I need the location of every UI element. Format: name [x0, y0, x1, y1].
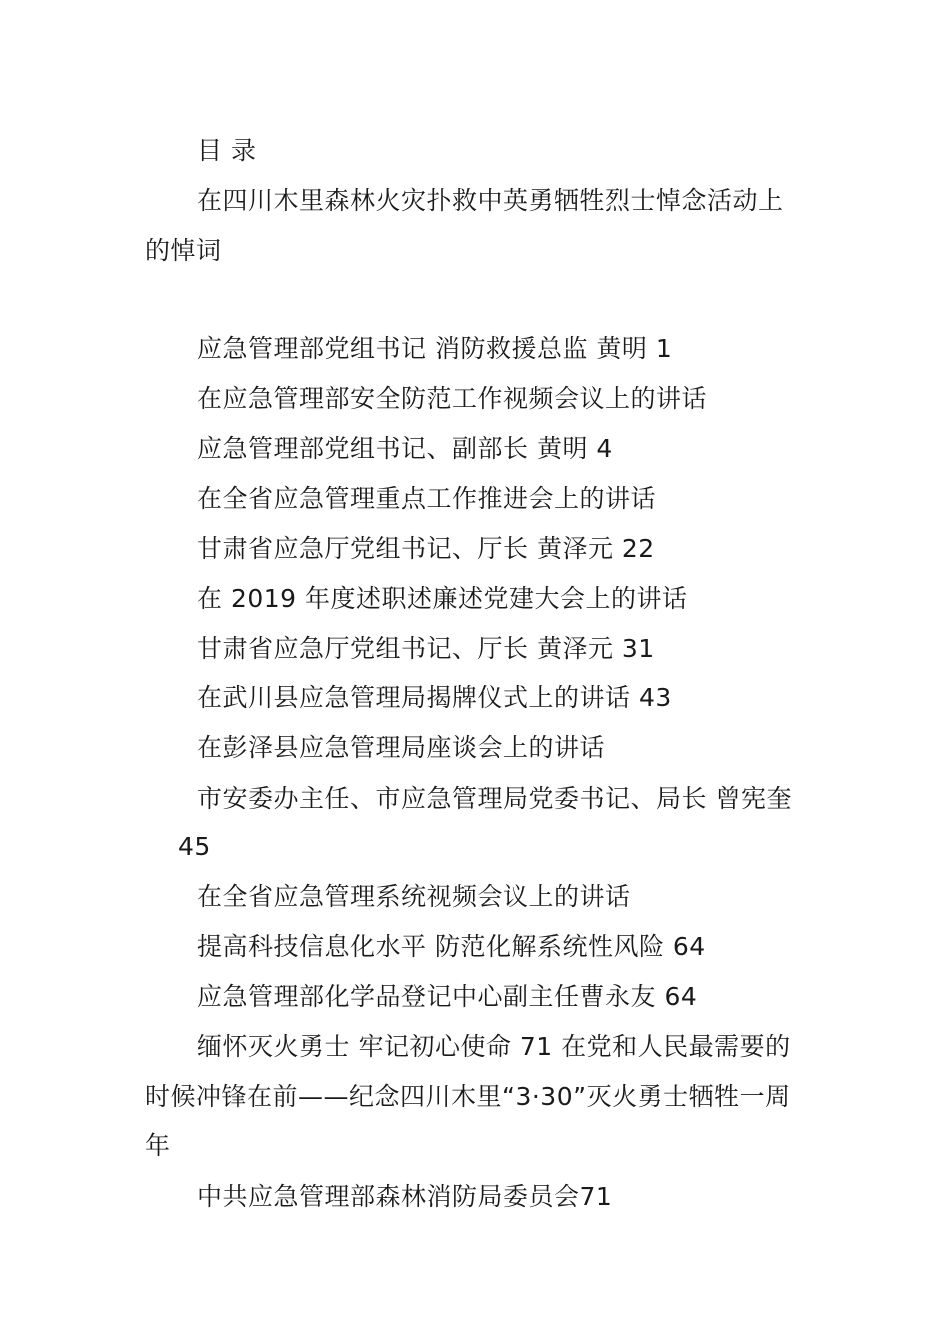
toc-line: 45: [178, 832, 211, 861]
toc-line: 在全省应急管理重点工作推进会上的讲话: [197, 484, 657, 513]
toc-line: 甘肃省应急厅党组书记、厅长 黄泽元 22: [197, 534, 655, 563]
toc-line: 在全省应急管理系统视频会议上的讲话: [197, 882, 631, 911]
toc-line: 提高科技信息化水平 防范化解系统性风险 64: [197, 932, 706, 961]
toc-line: 在彭泽县应急管理局座谈会上的讲话: [197, 733, 606, 762]
toc-line: 市安委办主任、市应急管理局党委书记、局长 曾宪奎: [197, 784, 792, 813]
toc-line: 中共应急管理部森林消防局委员会71: [197, 1182, 613, 1211]
toc-line: 应急管理部党组书记、副部长 黄明 4: [197, 434, 613, 463]
toc-line: 在应急管理部安全防范工作视频会议上的讲话: [197, 384, 708, 413]
toc-line: 在武川县应急管理局揭牌仪式上的讲话 43: [197, 683, 672, 712]
toc-line: 在四川木里森林火灾扑救中英勇牺牲烈士悼念活动上: [197, 186, 784, 215]
toc-line: 年: [145, 1131, 171, 1160]
toc-line: 在 2019 年度述职述廉述党建大会上的讲话: [197, 584, 688, 613]
toc-line: 应急管理部化学品登记中心副主任曹永友 64: [197, 982, 698, 1011]
toc-heading: 目 录: [197, 136, 257, 165]
toc-line: 时候冲锋在前——纪念四川木里“3·30”灭火勇士牺牲一周: [145, 1082, 791, 1111]
toc-line: 甘肃省应急厅党组书记、厅长 黄泽元 31: [197, 634, 655, 663]
toc-line: 缅怀灭火勇士 牢记初心使命 71 在党和人民最需要的: [197, 1032, 791, 1061]
toc-line: 应急管理部党组书记 消防救援总监 黄明 1: [197, 334, 673, 363]
toc-line: 的悼词: [145, 236, 222, 265]
